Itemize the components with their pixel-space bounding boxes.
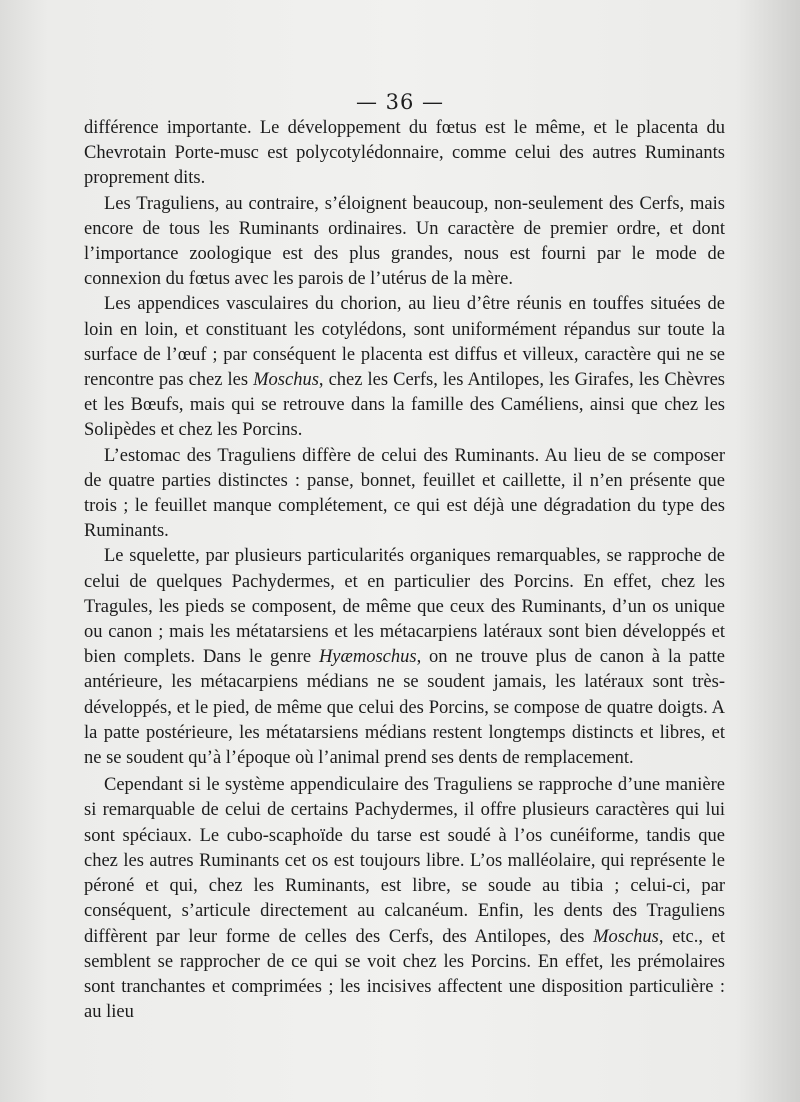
paragraph-6-text-after: , etc., et semblent se rapprocher de ce qui se voit chez les Porcins. En effet, les prémolaires sont tranchantes et comprimées ; les incisives affectent une disposition particulière : au lieu [84, 926, 726, 1023]
paragraph-5 [84, 544, 725, 771]
paragraph-4: L’estomac des Traguliens diffère de celui des Ruminants. Au lieu de se composer de quatre parties distinctes : panse, bonnet, feuillet et caillette, il n’en présente que trois ; le feuillet manque complétement, ce qui est déjà une dégradation du type des Ruminants. [84, 445, 725, 542]
paragraph-3-text-after: , chez les Cerfs, les Antilopes, les Girafes, les Chèvres et les Bœufs, mais qui se retrouve dans la famille des Caméliens, ainsi que chez les Solipèdes et chez les Porcins. [84, 370, 725, 441]
paragraph-3 [84, 292, 725, 443]
paragraph-6 [84, 773, 725, 1025]
paragraph-3-text-before: Les appendices vasculaires du chorion, au lieu d’être réunis en touffes situées de loin en loin, et constituant les cotylédons, sont uniformément répandus sur toute la surface de l’œuf ; par conséquent le placenta est diffus et villeux, caractère qui ne se rencontre pas chez les [84, 294, 725, 391]
paragraph-5-text-before: Le squelette, par plusieurs particularités organiques remarquables, se rapproche de celui de quelques Pachydermes, et en particulier des Porcins. En effet, chez les Tragules, les pieds se composent, de même que ceux des Ruminants, d’un os unique ou canon ; mais les métatarsiens et les métacarpiens latéraux sont bien développés et bien complets. Dans le genre [84, 546, 725, 668]
paragraph-2: Les Traguliens, au contraire, s’éloignent beaucoup, non-seulement des Cerfs, mais encore de tous les Ruminants ordinaires. Un caractère de premier ordre, et dont l’importance zoologique est des plus grandes, nous est fourni par le mode de connexion du fœtus avec les parois de l’utérus de la mère. [84, 193, 725, 290]
genus-name-moschus: Moschus [253, 370, 319, 391]
paragraph-1: différence importante. Le développement du fœtus est le même, et le placenta du Chevrotain Porte-musc est polycotylédonnaire, comme celui des autres Ruminants proprement dits. [84, 118, 725, 189]
body-text [84, 116, 725, 1025]
page-number: — 36 — [355, 90, 445, 114]
paragraph-5-text-after: , on ne trouve plus de canon à la patte antérieure, les métacarpiens médians ne se soudent jamais, les latéraux sont très-développés, et le pied, de même que celui des Porcins, se compose de quatre doigts. A la patte postérieure, les métatarsiens médians restent longtemps distincts et libres, et ne se soudent qu’à l’époque où l’animal prend ses dents de remplacement. [84, 647, 725, 769]
paragraph-6-text-before: Cependant si le système appendiculaire des Traguliens se rapproche d’une manière si remarquable de celui de certains Pachydermes, il offre plusieurs caractères qui lui sont spéciaux. Le cubo-scaphoïde du tarse est soudé à l’os cunéiforme, tandis que chez les autres Ruminants cet os est toujours libre. L’os malléolaire, qui représente le péroné et qui, chez les Ruminants, est libre, se soude au tibia ; celui-ci, par conséquent, s’articule directement au calcanéum. Enfin, les dents des Traguliens diffèrent par leur forme de celles des Cerfs, des Antilopes, des [84, 775, 725, 947]
genus-name-moschus-2: Moschus [593, 926, 659, 947]
genus-name-hyaemoschus: Hyæmoschus [318, 647, 417, 668]
